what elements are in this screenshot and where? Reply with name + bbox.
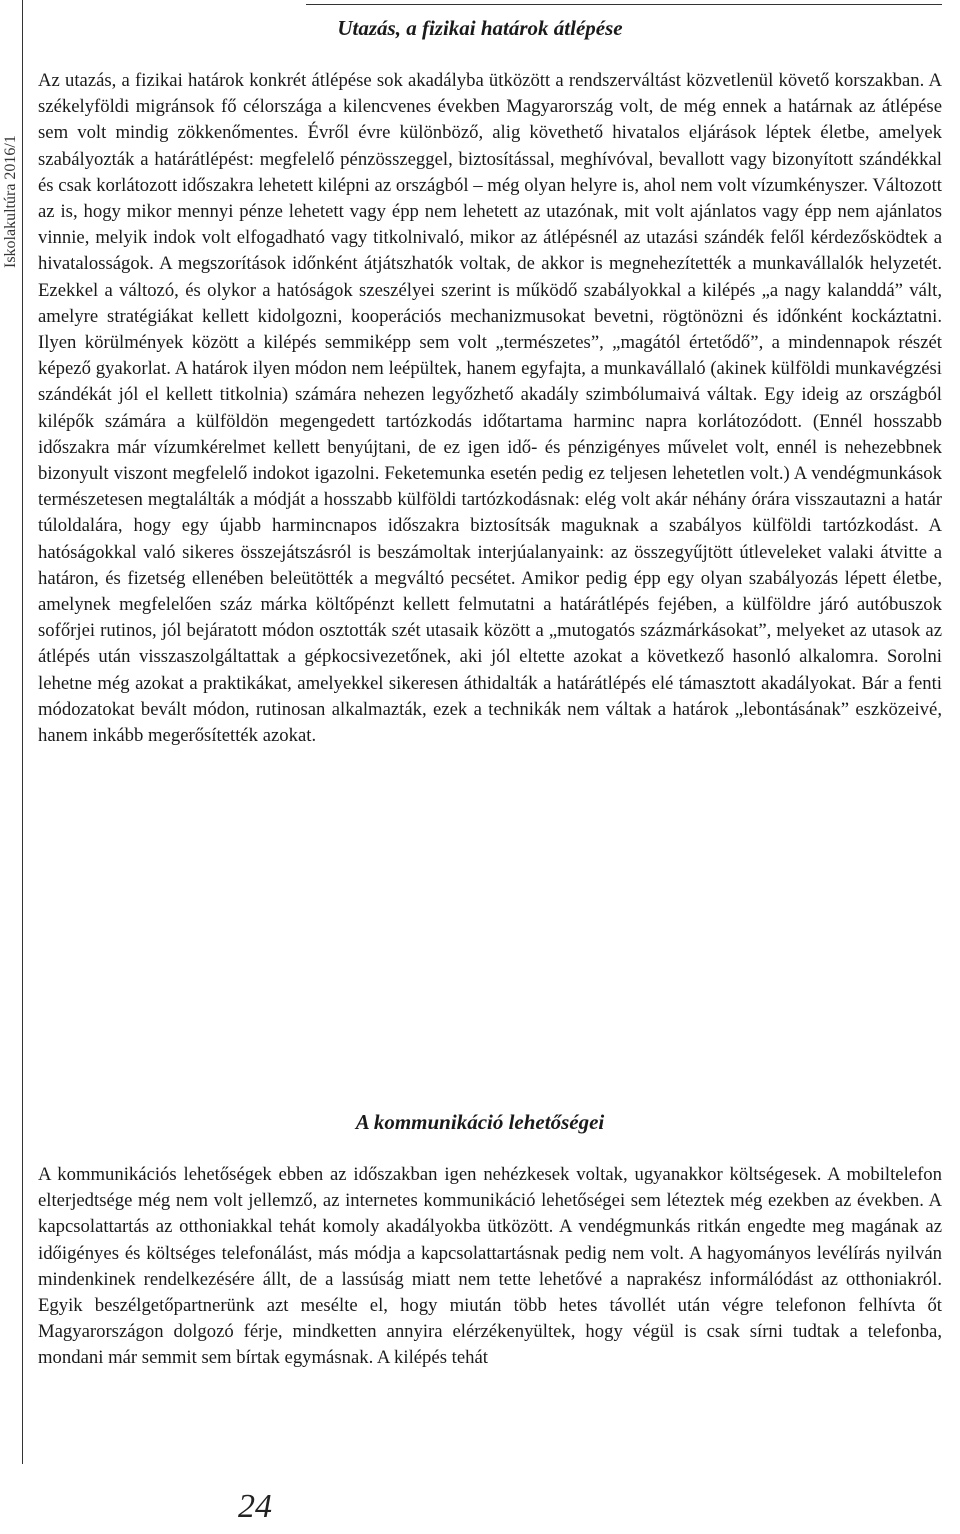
top-rule bbox=[306, 4, 942, 5]
paragraph-travel: Az utazás, a fizikai határok konkrét átlépése sok akadályba ütközött a rendszerváltást közvetlenül követő korszakban. A székelyföldi migránsok fő célországa a kilencvenes években Magyarország volt, de még ennek a határnak az átlépése sem volt mindig zökkenőmentes. Évről évre különböző, alig követhető hivatalos eljárások léptek életbe, amelyek szabályozták a határátlépést: megfelelő pénzösszeggel, biztosítással, meghívóval, bevallott vagy bizonyított szándékkal és csak korlátozott időszakra lehetett kilépni az országból – még olyan helyre is, ahol nem volt vízumkényszer. Változott az is, hogy mikor mennyi pénze lehetett vagy épp nem lehetett az utazónak, mit volt ajánlatos vagy épp nem ajánlatos vinnie, melyik indok volt elfogadható vagy titkolnivaló, mikor az átlépésnél az utazási szándék felől kérdezősködtek a hivatalosságok. A megszorítások időnként átjátszhatók voltak, de akkor is megnehezítették a munkavállalók helyzetét. Ezekkel a változó, és olykor a hatóságok szeszélyei szerint is működő szabályokkal a kilépés „a nagy kalanddá” vált, amelyre stratégiákat kellett kidolgozni, kooperációs mechanizmusokat bevetni, rögtönözni és időnként kockáztatni. Ilyen körülmények között a kilépés semmiképp sem volt „természetes”, „magától értetődő”, a mindennapok részét képező gyakorlat. A határok ilyen módon nem leépültek, hanem egyfajta, a munkavállaló (akinek külföldi munkavégzési szándékát jól el kellett titkolnia) számára nehezen legyőzhető akadály szimbólumaivá váltak. Egy ideig az országból kilépők számára a külföldön megengedett tartózkodás időtartama harminc napra korlátozódott. (Ennél hosszabb időszakra már vízumkérelmet kellett benyújtani, de ez igen idő- és pénzigényes művelet volt, ennél is nehezebbnek bizonyult viszont megfelelő indokot igazolni. Feketemunka esetén pedig ez teljesen lehetetlen volt.) A vendégmunkások természetesen megtalálták a módját a hosszabb külföldi tartózkodásnak: elég volt akár néhány órára visszautazni a határ túloldalára, hogy egy újabb harmincnapos időszakra biztosítsák maguknak a szabályos külföldi tartózkodást. A hatóságokkal való sikeres összejátszásról is beszámoltak interjúalanyaink: az összegyűjtött útleveleket valaki átvitte a határon, és fizetség ellenében beleütötték a megváltó pecsétet. Amikor pedig épp egy olyan szabályozás lépett életbe, amelynek megfelelően száz márka költőpénzt kellett felmutatni a határátlépés fejében, a külföldre járó autóbuszok sofőrjei rutinos, jól bejáratott módon osztották szét utasaik között a „mutogatós százmárkásokat”, melyeket az utasok az átlépés után visszaszolgáltattak a gépkocsivezetőnek, aki jól eltette azokat a következő hasonló alkalomra. Sorolni lehetne még azokat a praktikákat, amelyekkel sikeresen áthidalták a határátlépés elé támasztott akadályokat. Bár a fenti módozatokat bevált módon, rutinosan alkalmazták, ezek a technikák nem váltak a határok „lebontásának” eszközeivé, hanem inkább megerősítették azokat. bbox=[38, 70, 942, 747]
page-number: 24 bbox=[238, 1488, 272, 1525]
journal-sidebar bbox=[0, 0, 23, 1464]
section-title-communication: A kommunikáció lehetőségei bbox=[355, 1110, 605, 1134]
journal-label: Iskolakultúra 2016/1 bbox=[2, 135, 19, 268]
paragraph-communication: A kommunikációs lehetőségek ebben az időszakban igen nehézkesek voltak, ugyanakkor költségesek. A mobiltelefon elterjedtsége még nem volt jellemző, az internetes kommunikáció lehetőségei sem léteztek még ezekben az években. A kapcsolattartás az otthoniakkal tehát komoly akadályokba ütközött. A vendégmunkás ritkán engedte meg magának az időigényes és költséges telefonálást, más módja a kapcsolattartásnak pedig nem volt. A hagyományos levélírás nyilván mindenkinek rendelkezésére állt, de a lassúság miatt nem tette lehetővé a naprakész informálódást az otthoniakról. Egyik beszélgetőpartnerünk azt mesélte el, hogy miután több hetes távollét után végre telefonon felhívta őt Magyarországon dolgozó férje, mindketten annyira elérzékenyültek, hogy végül is csak sírni tudtak a telefonba, mondani már semmit sem bírtak egymásnak. A kilépés tehát bbox=[38, 1164, 942, 1369]
section-title-travel: Utazás, a fizikai határok átlépése bbox=[337, 16, 623, 40]
